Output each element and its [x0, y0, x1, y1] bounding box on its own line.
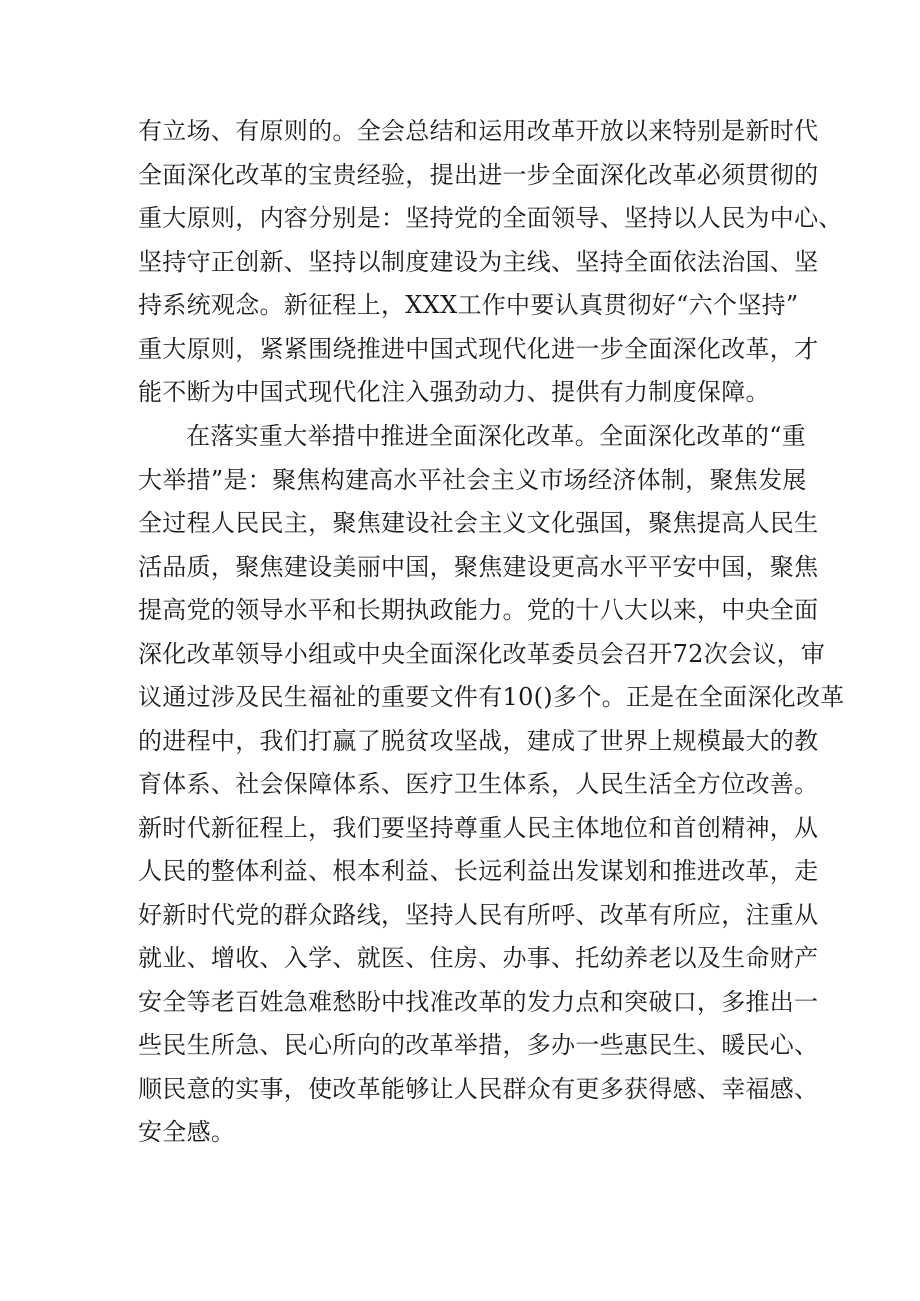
paragraph-line: 育体系、社会保障体系、医疗卫生体系，人民生活全方位改善。	[138, 770, 819, 798]
paragraph-line: 重大原则，紧紧围绕推进中国式现代化进一步全面深化改革，才	[138, 334, 819, 363]
paragraph-line: 议通过涉及民生福祉的重要文件有10()多个。正是在全面深化改革	[138, 683, 845, 711]
paragraph-line: 顺民意的实事，使改革能够让人民群众有更多获得感、幸福感、	[138, 1074, 819, 1103]
paragraph-line: 坚持守正创新、坚持以制度建设为主线、坚持全面依法治国、坚	[138, 247, 819, 276]
paragraph-line: 就业、增收、入学、就医、住房、办事、托幼养老以及生命财产	[138, 944, 819, 972]
paragraph-2	[138, 415, 845, 1155]
paragraph-line: 新时代新征程上，我们要坚持尊重人民主体地位和首创精神，从	[138, 813, 819, 842]
paragraph-line: 安全感。	[138, 1118, 236, 1146]
paragraph-line: 有立场、有原则的。全会总结和运用改革开放以来特别是新时代	[138, 117, 819, 145]
paragraph-line: 的进程中，我们打赢了脱贫攻坚战，建成了世界上规模最大的教	[138, 726, 819, 755]
paragraph-line: 提高党的领导水平和长期执政能力。党的十八大以来，中央全面	[138, 596, 819, 624]
paragraph-line: 活品质，聚焦建设美丽中国，聚焦建设更高水平平安中国，聚焦	[138, 552, 819, 581]
paragraph-line: 安全等老百姓急难愁盼中找准改革的发力点和突破口，多推出一	[138, 987, 819, 1016]
paragraph-1	[138, 110, 843, 415]
paragraph-line: 深化改革领导小组或中央全面深化改革委员会召开72次会议，审	[138, 639, 826, 668]
paragraph-line: 大举措”是：聚焦构建高水平社会主义市场经济体制，聚焦发展	[138, 465, 807, 494]
paragraph-line: 持系统观念。新征程上，XXX工作中要认真贯彻好“六个坚持”	[138, 291, 799, 319]
paragraph-line: 重大原则，内容分别是：坚持党的全面领导、坚持以人民为中心、	[138, 204, 843, 232]
paragraph-line: 全过程人民民主，聚焦建设社会主义文化强国，聚焦提高人民生	[138, 509, 819, 537]
paragraph-line: 能不断为中国式现代化注入强劲动力、提供有力制度保障。	[138, 378, 770, 406]
paragraph-line: 全面深化改革的宝贵经验，提出进一步全面深化改革必须贯彻的	[138, 160, 819, 189]
paragraph-line: 在落实重大举措中推进全面深化改革。全面深化改革的“重	[186, 422, 807, 450]
paragraph-line: 人民的整体利益、根本利益、长远利益出发谋划和推进改革，走	[138, 857, 819, 885]
paragraph-line: 好新时代党的群众路线，坚持人民有所呼、改革有所应，注重从	[138, 900, 819, 929]
paragraph-line: 些民生所急、民心所向的改革举措，多办一些惠民生、暖民心、	[138, 1031, 819, 1059]
